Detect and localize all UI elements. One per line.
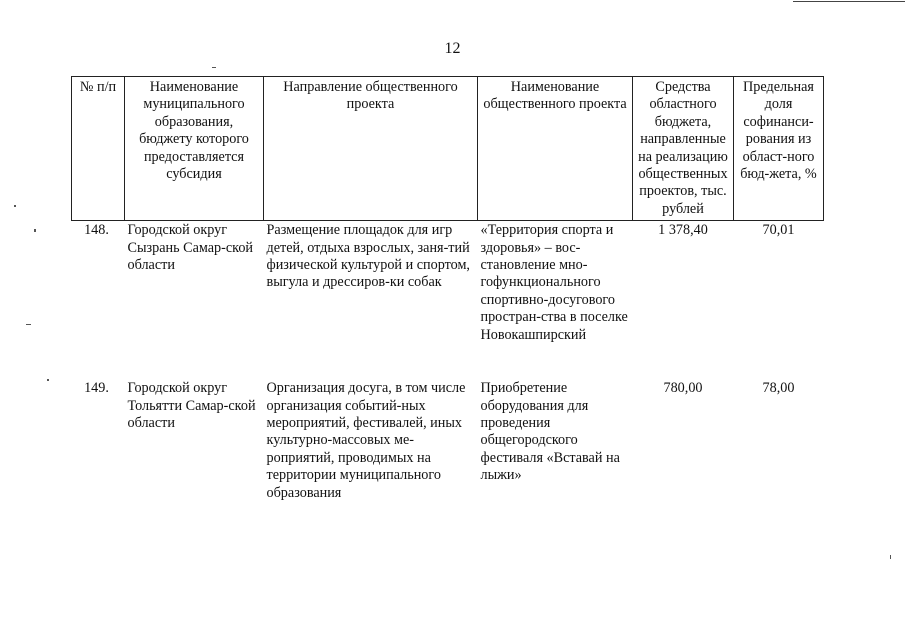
scan-speck bbox=[26, 324, 31, 325]
row-share: 70,01 bbox=[762, 222, 795, 239]
header-number: № п/п bbox=[72, 77, 125, 221]
header-direction: Направление общественного проекта bbox=[264, 77, 478, 221]
table-header-row bbox=[72, 77, 824, 221]
scan-speck bbox=[34, 229, 36, 232]
row-project: Приобретение оборудования для проведения общегородского фестиваля «Вставай на лыжи» bbox=[480, 380, 620, 484]
scan-speck bbox=[47, 379, 49, 381]
table-row bbox=[72, 362, 824, 502]
page-number: 12 bbox=[444, 40, 461, 57]
row-municipality: Городской округ Сызрань Самар-ской области bbox=[127, 222, 254, 274]
row-funds: 1 378,40 bbox=[658, 222, 708, 239]
row-direction: Размещение площадок для игр детей, отдыха взрослых, заня-тий физической культурой и спортом, выгула и дрессиров-ки собак bbox=[266, 222, 470, 291]
header-share: Предельная доля софинанси-рования из област-ного бюд-жета, % bbox=[734, 77, 824, 221]
scan-speck bbox=[14, 205, 16, 207]
scan-speck bbox=[890, 555, 891, 559]
row-project: «Территория спорта и здоровья» – вос-становление мно-гофункционального спортивно-досугового простран-ства в поселке Новокашпирский bbox=[480, 222, 628, 343]
row-funds: 780,00 bbox=[663, 380, 703, 397]
subsidy-table bbox=[71, 76, 824, 502]
scan-speck bbox=[212, 67, 216, 68]
row-direction: Организация досуга, в том числе организация событий-ных мероприятий, фестивалей, иных культурно-массовых ме-роприятий, проводимых на территории муниципального образования bbox=[266, 380, 466, 501]
top-right-rule bbox=[793, 1, 905, 2]
row-number: 148. bbox=[84, 222, 109, 239]
header-project-name: Наименование общественного проекта bbox=[478, 77, 633, 221]
row-share: 78,00 bbox=[762, 380, 795, 397]
row-municipality: Городской округ Тольятти Самар-ской области bbox=[127, 380, 256, 432]
header-municipality: Наименование муниципального образования, бюджету которого предоставляется субсидия bbox=[125, 77, 264, 221]
row-number: 149. bbox=[84, 380, 109, 397]
header-funds: Средства областного бюджета, направленные на реализацию общественных проектов, тыс. рублей bbox=[633, 77, 734, 221]
table-row bbox=[72, 221, 824, 363]
